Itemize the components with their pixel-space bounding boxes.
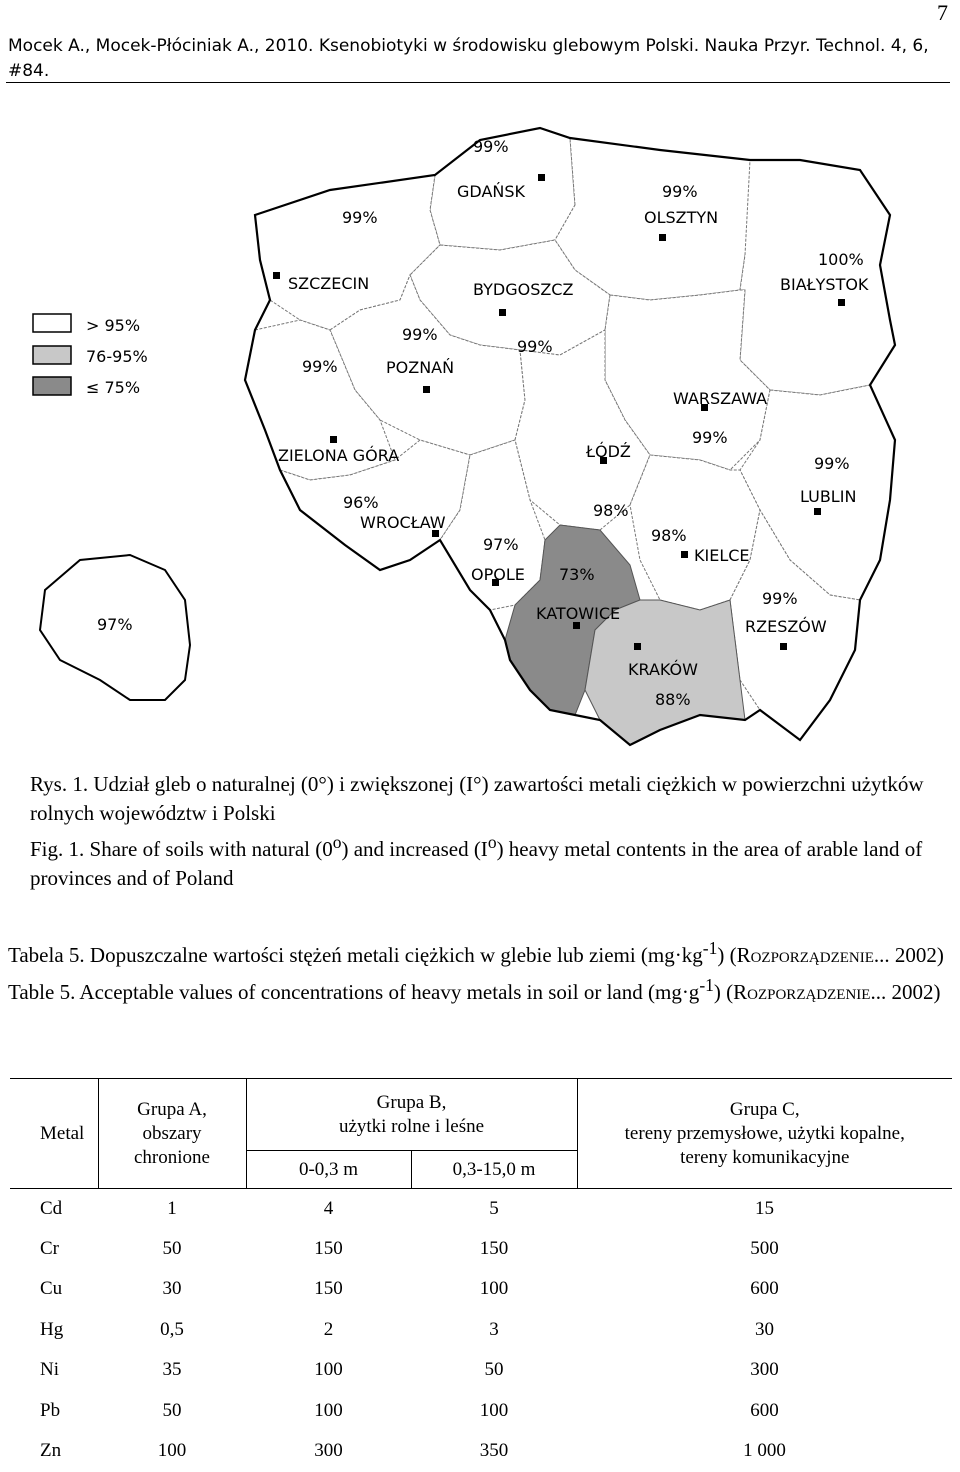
table-caption-pl [8, 935, 952, 972]
caption-en-mid: ) and increased (I [341, 837, 488, 861]
value-opole: 97% [483, 535, 519, 554]
table-row [10, 1189, 952, 1229]
value-olsztyn: 99% [662, 182, 698, 201]
cell-value: 5 [489, 1197, 499, 1219]
value-kielce: 98% [651, 526, 687, 545]
limits-table [10, 1078, 952, 1472]
cell-metal: Ni [40, 1359, 59, 1381]
city-marker-poznan [423, 386, 430, 393]
header-group-b-depth1: 0-0,3 m [246, 1151, 411, 1189]
cell-metal: Zn [40, 1440, 62, 1462]
value-poznan: 99% [402, 325, 438, 344]
cell-value: 350 [479, 1440, 509, 1462]
header-group-c-line3: tereny komunikacyjne [680, 1146, 850, 1168]
cell-value: 50 [484, 1359, 504, 1381]
cell-value: 100 [479, 1399, 509, 1421]
header-group-a-line3: chronione [134, 1146, 210, 1168]
city-bydgoszcz: BYDGOSZCZ [473, 280, 574, 299]
cell-value: 300 [314, 1440, 343, 1462]
cell-metal: Cd [40, 1197, 63, 1219]
city-rzeszow: RZESZÓW [745, 617, 827, 636]
legend-label-mid: 76-95% [86, 347, 148, 366]
tc-pl-sc: OZPORZĄDZENIE [750, 950, 874, 966]
city-wroclaw: WROCŁAW [360, 513, 446, 532]
caption-en-prefix: Fig. 1. Share of soils with natural (0 [30, 837, 333, 861]
limits-table-wrapper [10, 1078, 952, 1472]
table-row [10, 1350, 952, 1391]
cell-value: 150 [314, 1278, 343, 1300]
city-marker-olsztyn [659, 234, 666, 241]
city-szczecin: SZCZECIN [288, 274, 370, 293]
value-krakow: 88% [655, 690, 691, 709]
tc-en-main: Table 5. Acceptable values of concentrations of heavy metals in soil or land (mg·g [8, 980, 700, 1004]
cell-value: 600 [750, 1399, 779, 1421]
figure-caption [30, 770, 935, 893]
legend [33, 314, 148, 397]
city-lublin: LUBLIN [800, 487, 857, 506]
caption-en [30, 828, 935, 893]
header-metal: Metal [10, 1079, 98, 1189]
value-bialystok: 100% [818, 250, 864, 269]
header-group-b [246, 1079, 577, 1151]
city-marker-gdansk [538, 174, 545, 181]
city-zielona-gora: ZIELONA GÓRA [278, 446, 400, 465]
legend-label-low: ≤ 75% [86, 378, 141, 397]
value-wroclaw: 96% [343, 493, 379, 512]
city-marker-kielce [681, 551, 688, 558]
header-group-c-line1: Grupa C, [729, 1098, 800, 1120]
city-warszawa: WARSZAWA [673, 389, 768, 408]
cell-value: 100 [479, 1278, 509, 1300]
city-opole: OPOLE [471, 565, 525, 584]
value-szczecin: 99% [342, 208, 378, 227]
caption-pl: Rys. 1. Udział gleb o naturalnej (0°) i zwiększonej (I°) zawartości metali ciężkich w powierzchni użytków rolnych województw i Polski [30, 772, 924, 825]
table-row [10, 1310, 952, 1351]
cell-metal: Cr [40, 1237, 59, 1259]
page-number: 7 [937, 0, 948, 25]
table-row [10, 1391, 952, 1432]
tc-en-end: ... 2002) [870, 980, 941, 1004]
cell-value: 100 [314, 1359, 343, 1381]
cell-value: 0,5 [160, 1318, 184, 1340]
cell-value: 1 000 [743, 1440, 786, 1462]
table-row [10, 1229, 952, 1270]
cell-value: 3 [489, 1318, 499, 1340]
value-poland-total: 97% [97, 615, 133, 634]
cell-value: 1 [167, 1197, 177, 1219]
table-caption [8, 935, 952, 1009]
table-caption-en [8, 972, 952, 1009]
cell-value: 150 [479, 1237, 509, 1259]
cell-value: 500 [750, 1237, 779, 1259]
cell-metal: Hg [40, 1318, 64, 1340]
cell-value: 100 [314, 1399, 343, 1421]
cell-value: 2 [323, 1318, 334, 1340]
header-group-b-depth2: 0,3-15,0 m [411, 1151, 577, 1189]
tc-pl-main: Tabela 5. Dopuszczalne wartości stężeń metali ciężkich w glebie lub ziemi (mg·kg [8, 943, 703, 967]
cell-value: 30 [162, 1278, 182, 1300]
header-group-b-line1: Grupa B, [376, 1091, 447, 1113]
header-rule [6, 82, 950, 83]
cell-value: 30 [755, 1318, 774, 1340]
city-gdansk: GDAŃSK [457, 182, 525, 201]
tc-pl-sup: -1 [702, 938, 718, 958]
cell-value: 600 [750, 1278, 779, 1300]
city-marker-szczecin [273, 272, 280, 279]
city-poznan: POZNAŃ [386, 358, 455, 377]
value-lodz: 98% [593, 501, 629, 520]
cell-value: 100 [157, 1440, 187, 1462]
table-body [10, 1189, 952, 1472]
tc-pl-end: ... 2002) [873, 943, 944, 967]
city-krakow: KRAKÓW [628, 660, 698, 679]
cell-metal: Cu [40, 1278, 63, 1300]
header-group-b-line2: użytki rolne i leśne [338, 1115, 485, 1137]
legend-label-high: > 95% [86, 316, 141, 335]
header-group-c-line2: tereny przemysłowe, użytki kopalne, [624, 1122, 905, 1144]
value-warszawa: 99% [692, 428, 728, 447]
caption-en-sup2: o [487, 832, 497, 852]
city-bialystok: BIAŁYSTOK [780, 275, 869, 294]
city-marker-krakow [634, 643, 641, 650]
cell-value: 50 [162, 1399, 182, 1421]
tc-en-open: ) (R [713, 980, 748, 1004]
city-marker-katowice [573, 622, 580, 629]
city-marker-zielona-gora [330, 436, 337, 443]
city-marker-bialystok [838, 299, 845, 306]
header-group-a-line1: Grupa A, [137, 1098, 207, 1120]
cell-value: 35 [162, 1359, 182, 1381]
caption-en-sup1: o [332, 832, 342, 852]
city-katowice: KATOWICE [536, 604, 621, 623]
header-group-a-line2: obszary [142, 1122, 202, 1144]
city-marker-rzeszow [780, 643, 787, 650]
cell-value: 150 [314, 1237, 343, 1259]
table-row [10, 1431, 952, 1472]
legend-swatch-mid [33, 346, 71, 364]
city-olsztyn: OLSZTYN [644, 208, 719, 227]
header-group-c [577, 1079, 952, 1189]
cell-value: 4 [323, 1197, 334, 1219]
cell-value: 300 [750, 1359, 779, 1381]
city-lodz: ŁÓDŹ [586, 442, 631, 461]
value-bydgoszcz: 99% [517, 337, 553, 356]
caption-en-suffix: ) heavy metal contents in the area of arable land of provinces and of Poland [30, 837, 923, 890]
tc-en-sc: OZPORZĄDZENIE [747, 987, 871, 1003]
value-rzeszow: 99% [762, 589, 798, 608]
value-lublin: 99% [814, 454, 850, 473]
cell-value: 50 [162, 1237, 182, 1259]
poland-map [0, 95, 960, 765]
citation: Mocek A., Mocek-Płóciniak A., 2010. Ksenobiotyki w środowisku glebowym Polski. Nauka Przyr. Technol. 4, 6, #84. [8, 36, 929, 81]
cell-value: 15 [755, 1197, 774, 1219]
city-kielce: KIELCE [694, 546, 750, 565]
cell-metal: Pb [40, 1399, 61, 1421]
value-gdansk: 99% [473, 137, 509, 156]
table-row [10, 1269, 952, 1310]
legend-swatch-low [33, 377, 71, 395]
value-katowice: 73% [559, 565, 595, 584]
header-group-a [98, 1079, 246, 1189]
tc-en-sup: -1 [699, 975, 714, 995]
city-marker-bydgoszcz [499, 309, 506, 316]
value-zielona-gora: 99% [302, 357, 338, 376]
tc-pl-open: ) (R [717, 943, 751, 967]
legend-swatch-high [33, 314, 71, 332]
city-marker-lublin [814, 508, 821, 515]
